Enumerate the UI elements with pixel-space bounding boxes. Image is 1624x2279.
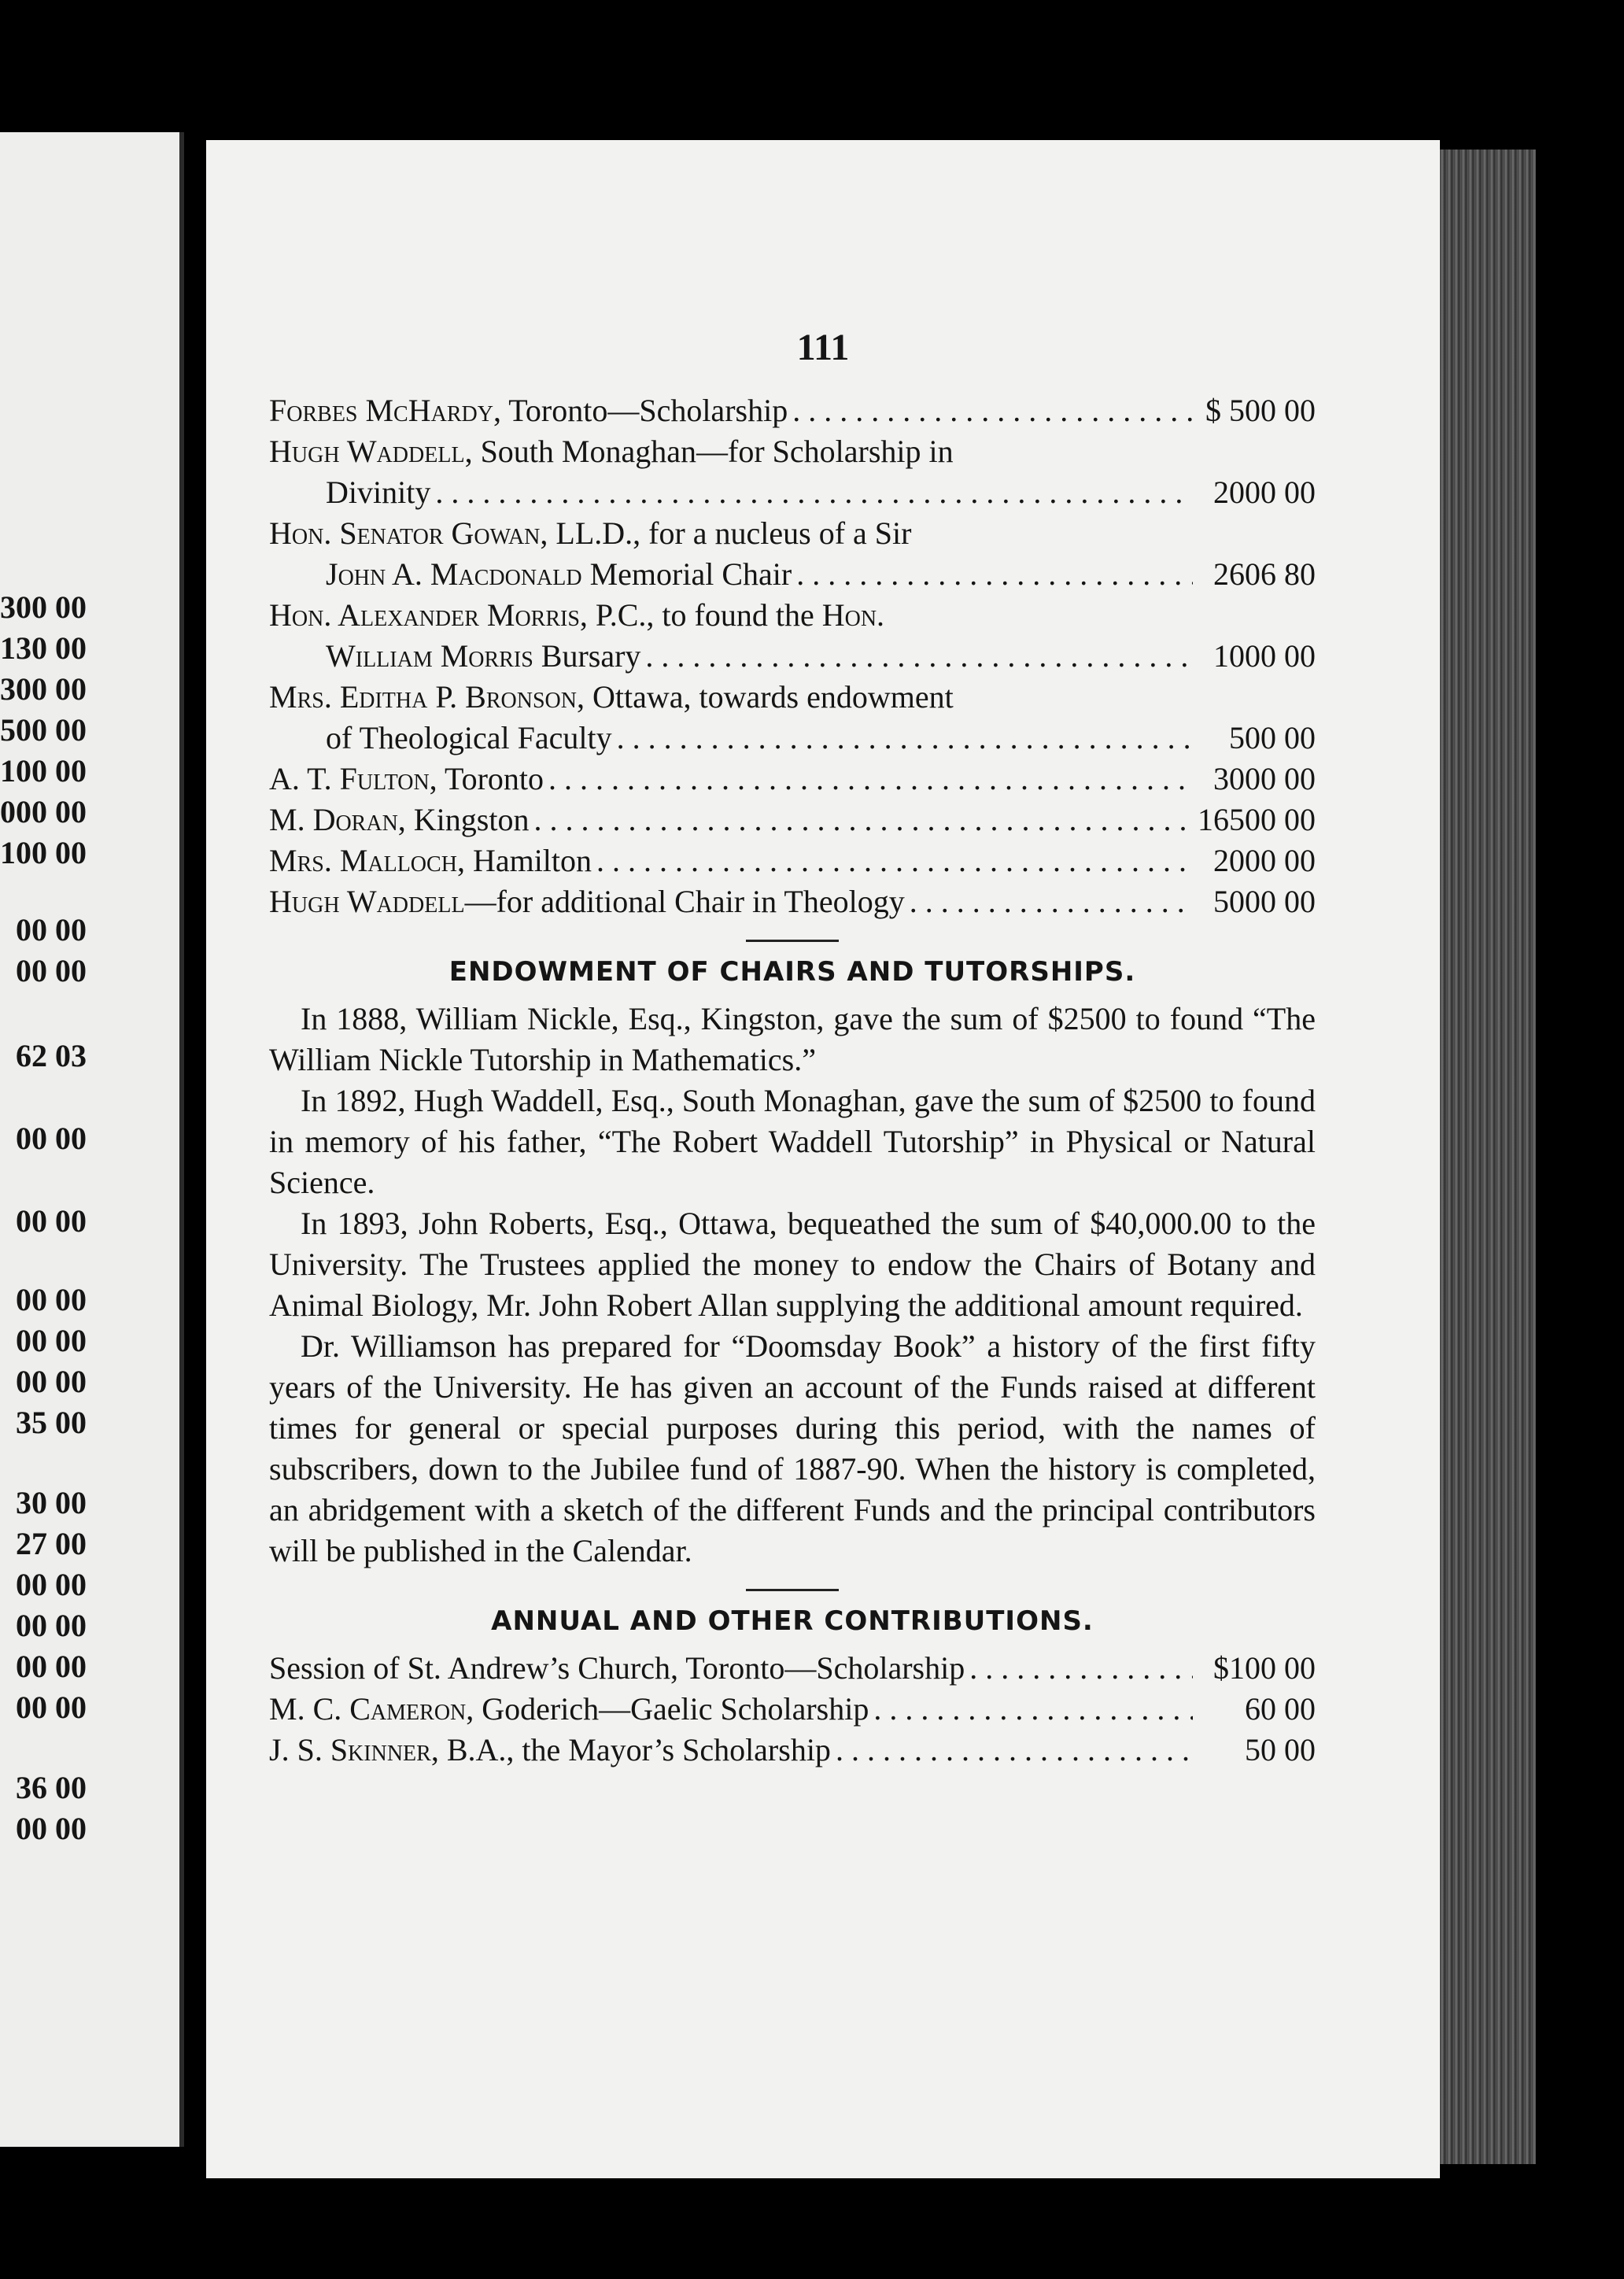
donation-purpose-cont: Bursary: [533, 638, 641, 674]
donation-purpose: , P.C., to found the: [579, 597, 814, 633]
left-number: 00 00: [16, 1364, 87, 1399]
left-number: 00 00: [16, 1121, 87, 1156]
donation-amount: 3000 00: [1213, 761, 1316, 796]
page-content: [269, 390, 1316, 1771]
dot-leader: [435, 472, 1193, 513]
left-number: 36 00: [16, 1770, 87, 1805]
donation-entry: [269, 472, 1316, 513]
left-number: 00 00: [16, 1690, 87, 1725]
left-number: 00 00: [16, 1567, 87, 1602]
left-number: 500 00: [0, 712, 87, 748]
left-number: 300 00: [0, 589, 87, 625]
donor-name: Forbes McHardy: [269, 393, 493, 428]
dot-leader: [796, 554, 1193, 595]
donation-amount: $ 500 00: [1205, 393, 1316, 428]
contribution-amount: $100 00: [1213, 1650, 1316, 1686]
left-number: 00 00: [16, 953, 87, 988]
donation-entry: [269, 759, 1316, 800]
left-number: 00 00: [16, 912, 87, 947]
dot-leader: [596, 840, 1193, 881]
donor-name: A. T. Fulton: [269, 761, 430, 796]
honoree-title: Hon.: [821, 597, 885, 633]
donation-entry: [269, 636, 1316, 677]
left-number: 00 00: [16, 1282, 87, 1317]
donation-amount: 2000 00: [1213, 475, 1316, 510]
contribution-entry: [269, 1689, 1316, 1730]
left-number: 00 00: [16, 1203, 87, 1239]
left-number: 100 00: [0, 753, 87, 789]
donation-purpose: —for additional Chair in Theology: [464, 884, 905, 919]
donation-entry: [269, 554, 1316, 595]
donation-amount: 16500 00: [1198, 802, 1316, 837]
dot-leader: [873, 1689, 1193, 1730]
donor-name: Mrs. Editha P. Bronson: [269, 679, 577, 715]
left-number: 62 03: [16, 1038, 87, 1073]
donor-name: Mrs. Malloch: [269, 843, 457, 878]
left-number: 300 00: [0, 671, 87, 707]
book-page: [206, 140, 1440, 2178]
donation-entry-line: [269, 595, 1316, 636]
dot-leader: [836, 1730, 1193, 1771]
page-number: 111: [796, 327, 850, 368]
donation-entry: [269, 881, 1316, 922]
honoree-name: William Morris: [326, 638, 533, 674]
donation-entry-line: [269, 513, 1316, 554]
dot-leader: [792, 390, 1193, 431]
donation-entry: [269, 800, 1316, 840]
section-divider: [746, 1589, 839, 1591]
donation-purpose: , Kingston: [397, 802, 530, 837]
donation-purpose-cont: Memorial Chair: [581, 556, 792, 592]
left-number: 30 00: [16, 1485, 87, 1520]
donor-name: Hugh Waddell: [269, 884, 465, 919]
left-number: 00 00: [16, 1649, 87, 1684]
contributor-name: J. S. Skinner: [269, 1732, 431, 1767]
left-number: 000 00: [0, 794, 87, 829]
annual-heading: ANNUAL AND OTHER CONTRIBUTIONS.: [491, 1605, 1094, 1637]
contribution-purpose: , Goderich—Gaelic Scholarship: [466, 1691, 869, 1727]
donation-entry: [269, 718, 1316, 759]
dot-leader: [617, 718, 1193, 759]
donor-name: Hon. Senator Gowan: [269, 515, 541, 551]
page-edge-stack: [1440, 150, 1536, 2164]
donation-purpose: , Hamilton: [456, 843, 592, 878]
donation-purpose-cont: Divinity: [326, 475, 431, 510]
contribution-text: Session of St. Andrew’s Church, Toronto—Scholarship: [269, 1650, 965, 1686]
left-number: 100 00: [0, 835, 87, 870]
section-divider: [746, 940, 839, 942]
dot-leader: [533, 800, 1193, 840]
endowment-paragraph: In 1893, John Roberts, Esq., Ottawa, bequeathed the sum of $40,000.00 to the University. The Trustees applied the money to endow the Chairs of Botany and Animal Biology, Mr. John Robert Allan supplying the additional amount required.: [269, 1206, 1316, 1323]
left-page-fragment: [0, 132, 184, 2147]
donor-name: Hon. Alexander Morris: [269, 597, 580, 633]
donation-amount: 2606 80: [1213, 556, 1316, 592]
contribution-purpose: , B.A., the Mayor’s Scholarship: [430, 1732, 831, 1767]
contribution-amount: 50 00: [1245, 1732, 1316, 1767]
endowment-paragraph: Dr. Williamson has prepared for “Doomsday Book” a history of the first fifty years of the University. He has given an account of the Funds raised at different times for general or special purposes during this period, with the names of subscribers, down to the Jubilee fund of 1887-90. When the history is completed, an abridgement with a sketch of the different Funds and the principal contributors will be published in the Calendar.: [269, 1328, 1316, 1568]
donation-purpose-cont: of Theological Faculty: [326, 720, 612, 755]
donation-amount: 5000 00: [1213, 884, 1316, 919]
donor-name: Hugh Waddell: [269, 434, 465, 469]
contribution-amount: 60 00: [1245, 1691, 1316, 1727]
left-number: 00 00: [16, 1811, 87, 1846]
donation-purpose: , Toronto: [429, 761, 544, 796]
contributor-name: M. C. Cameron: [269, 1691, 467, 1727]
dot-leader: [645, 636, 1193, 677]
donation-purpose: , LL.D., for a nucleus of a Sir: [540, 515, 912, 551]
donor-name: M. Doran: [269, 802, 398, 837]
dot-leader: [910, 881, 1193, 922]
endowment-heading: ENDOWMENT OF CHAIRS AND TUTORSHIPS.: [448, 956, 1136, 988]
left-number: 27 00: [16, 1526, 87, 1561]
left-number: 130 00: [0, 630, 87, 666]
donation-entry-line: [269, 677, 1316, 718]
donation-entry-line: [269, 431, 1316, 472]
honoree-name: John A. Macdonald: [326, 556, 582, 592]
donation-amount: 2000 00: [1213, 843, 1316, 878]
contribution-entry: [269, 1648, 1316, 1689]
endowment-paragraph: In 1888, William Nickle, Esq., Kingston, gave the sum of $2500 to found “The William Nickle Tutorship in Mathematics.”: [269, 1001, 1316, 1077]
left-number: 00 00: [16, 1608, 87, 1643]
donation-amount: 500 00: [1229, 720, 1316, 755]
donation-entry: [269, 840, 1316, 881]
donation-purpose: , South Monaghan—for Scholarship in: [464, 434, 954, 469]
donation-entry: [269, 390, 1316, 431]
contribution-entry: [269, 1730, 1316, 1771]
dot-leader: [969, 1648, 1193, 1689]
dot-leader: [548, 759, 1193, 800]
donation-purpose: , Toronto—Scholarship: [493, 393, 788, 428]
left-number: 00 00: [16, 1323, 87, 1358]
donation-purpose: , Ottawa, towards endowment: [576, 679, 954, 715]
left-number: 35 00: [16, 1405, 87, 1440]
donation-amount: 1000 00: [1213, 638, 1316, 674]
endowment-paragraph: In 1892, Hugh Waddell, Esq., South Monaghan, gave the sum of $2500 to found in memory of his father, “The Robert Waddell Tutorship” in Physical or Natural Science.: [269, 1083, 1316, 1200]
